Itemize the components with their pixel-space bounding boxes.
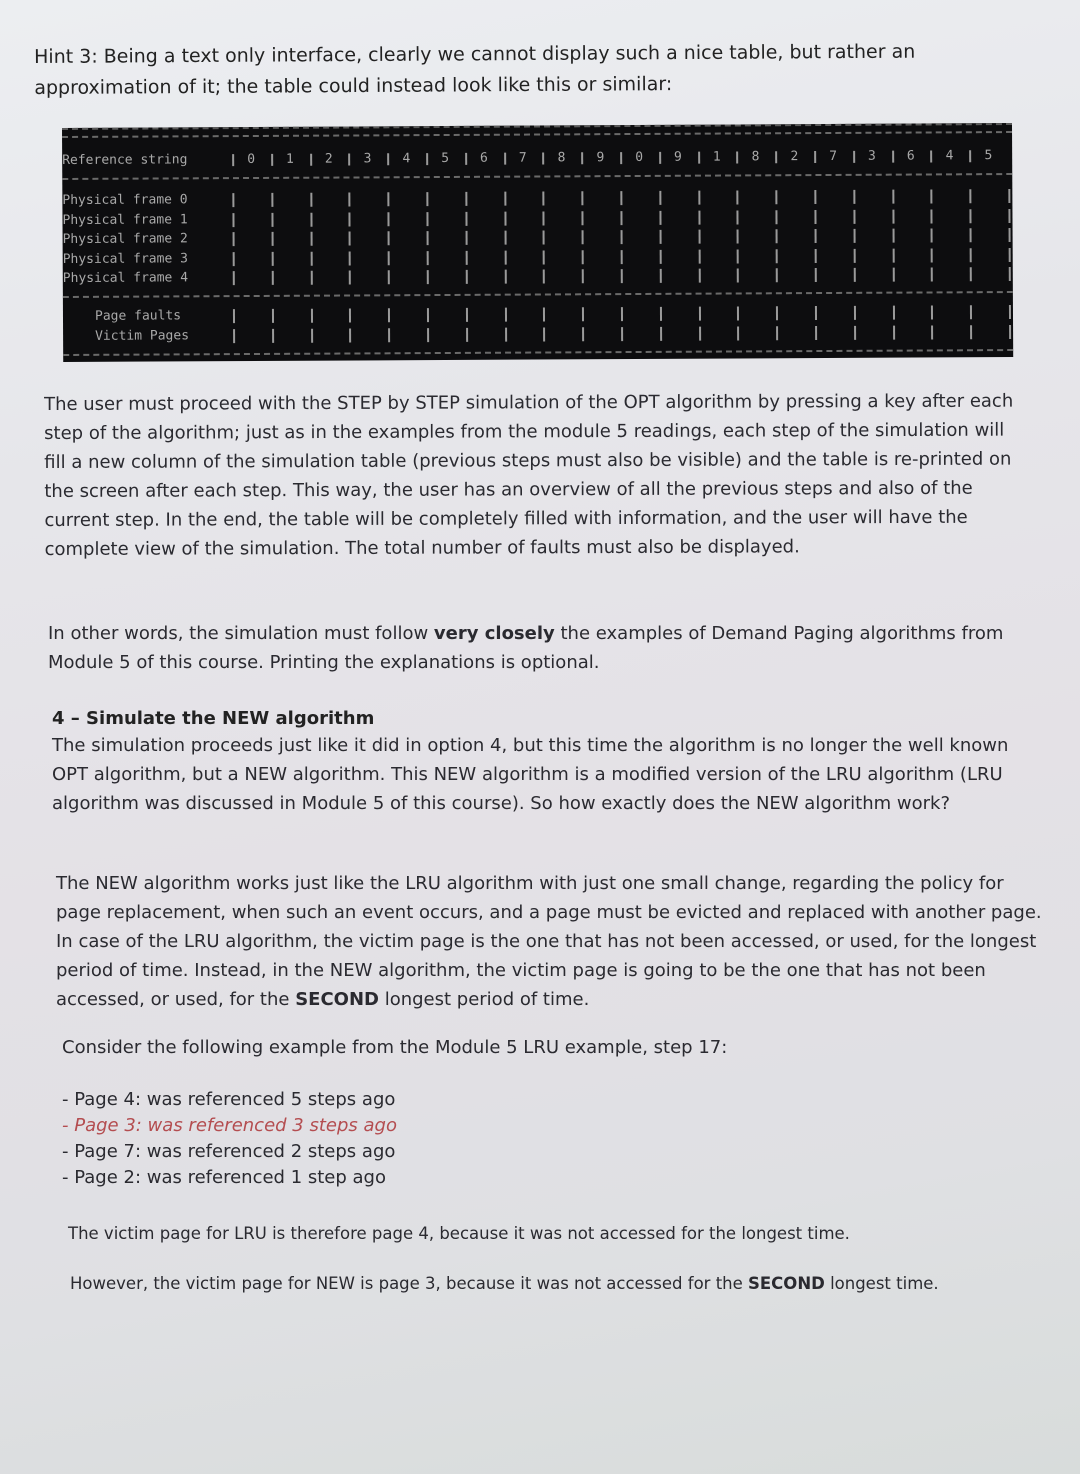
paragraph-new-algorithm-policy <box>56 869 1046 1014</box>
column-separator <box>698 230 700 244</box>
column-separator <box>388 308 390 322</box>
column-separator <box>854 326 856 340</box>
column-separator <box>814 190 816 204</box>
column-separator <box>621 250 623 264</box>
column-separator <box>893 306 895 320</box>
column-separator <box>272 271 274 285</box>
column-separator <box>310 232 312 246</box>
column-separator <box>543 250 545 264</box>
column-separator <box>931 209 933 223</box>
column-separator <box>582 191 584 205</box>
column-separator <box>737 249 739 263</box>
column-separator <box>582 327 584 341</box>
column-separator <box>776 190 778 204</box>
column-separator <box>970 209 972 223</box>
column-separator <box>232 193 234 207</box>
column-separator <box>815 326 817 340</box>
column-separator <box>970 248 972 262</box>
physical-frame-label: Physical frame 0 <box>62 192 188 208</box>
column-separator <box>853 209 855 223</box>
paragraph-new-algorithm-intro: The simulation proceeds just like it did in option 4, but this time the algorithm is no longer the well known OPT algorithm, but a NEW algorithm. This NEW algorithm is a modified version of the LRU algorithm (LRU algorithm was discussed in Module 5 of this course). So how exactly does the NEW algorithm work? <box>52 735 1009 814</box>
terminal-table-example <box>62 123 1013 362</box>
reference-value: 6 <box>480 150 488 166</box>
column-separator <box>776 306 778 320</box>
column-separator <box>310 212 312 226</box>
column-separator <box>931 228 933 242</box>
column-separator <box>737 190 739 204</box>
column-separator <box>349 251 351 265</box>
column-separator <box>621 327 623 341</box>
column-separator <box>582 230 584 244</box>
reference-value: 9 <box>596 150 605 166</box>
column-separator <box>815 268 817 282</box>
fault-label: Page faults <box>94 308 182 324</box>
column-separator <box>233 309 235 323</box>
emphasis-second: SECOND <box>295 989 379 1010</box>
column-separator <box>349 212 351 226</box>
column-separator <box>892 248 894 262</box>
column-separator <box>233 329 235 343</box>
column-separator <box>232 213 234 227</box>
list-item: - Page 2: was referenced 1 step ago <box>62 1167 386 1188</box>
column-separator <box>310 271 312 285</box>
column-separator <box>620 211 622 225</box>
reference-value: 2 <box>790 149 799 165</box>
column-separator <box>543 307 545 321</box>
reference-value: 7 <box>518 150 527 166</box>
column-separator <box>505 308 507 322</box>
frames-dashed-line <box>63 291 1013 298</box>
reference-value: 8 <box>557 150 566 166</box>
column-separator <box>1009 305 1011 319</box>
column-separator <box>349 231 351 245</box>
column-separator <box>1009 248 1011 262</box>
reference-value: 3 <box>363 151 372 167</box>
list-item: - Page 4: was referenced 5 steps ago <box>62 1089 396 1110</box>
column-separator <box>582 269 584 283</box>
column-separator <box>504 211 506 225</box>
column-separator <box>737 229 739 243</box>
column-separator <box>815 229 817 243</box>
physical-frame-label: Physical frame 1 <box>62 211 188 228</box>
column-separator <box>465 250 467 264</box>
column-separator <box>892 209 894 223</box>
reference-value: 8 <box>751 149 760 165</box>
column-separator <box>388 251 390 265</box>
column-separator <box>776 326 778 340</box>
list-item-highlighted: - Page 3: was referenced 3 steps ago <box>62 1115 397 1136</box>
paragraph-example-intro: Consider the following example from the Module 5 LRU example, step 17: <box>62 1037 728 1058</box>
column-separator <box>621 230 623 244</box>
column-separator <box>776 249 778 263</box>
column-separator <box>1009 267 1011 281</box>
paragraph-new-victim <box>70 1269 1060 1298</box>
reference-value: 3 <box>867 148 876 164</box>
reference-value: 4 <box>945 148 954 164</box>
text-segment: In other words, the simulation must follow <box>48 623 434 644</box>
column-separator <box>582 211 584 225</box>
physical-frame-label: Physical frame 2 <box>62 231 188 247</box>
column-separator <box>505 328 507 342</box>
column-separator <box>737 268 739 282</box>
reference-value: 0 <box>635 149 644 165</box>
reference-value: 7 <box>829 148 838 164</box>
text-segment: longest time. <box>824 1274 939 1293</box>
column-separator <box>776 268 778 282</box>
bottom-dashed-line <box>63 349 1013 356</box>
reference-value: 0 <box>247 151 256 168</box>
column-separator <box>699 307 701 321</box>
column-separator <box>931 305 933 319</box>
column-separator <box>543 211 545 225</box>
column-separator <box>1008 209 1010 223</box>
column-separator <box>349 270 351 284</box>
column-separator <box>1009 325 1011 339</box>
column-separator <box>388 270 390 284</box>
physical-frame-row <box>63 265 1013 288</box>
hint-paragraph: Hint 3: Being a text only interface, clearly we cannot display such a nice table, but rather an approximation of it; the table could instead look like this or similar: <box>34 40 916 99</box>
column-separator <box>1008 189 1010 203</box>
emphasis-second: SECOND <box>748 1274 825 1293</box>
reference-string-row <box>62 147 1012 170</box>
column-separator <box>970 189 972 203</box>
column-separator <box>272 329 274 343</box>
reference-value: 4 <box>402 151 411 167</box>
column-separator <box>310 193 312 207</box>
column-separator <box>388 192 390 206</box>
column-separator <box>737 326 739 340</box>
column-separator <box>659 210 661 224</box>
column-separator <box>466 328 468 342</box>
column-separator <box>776 210 778 224</box>
column-separator <box>660 269 662 283</box>
column-separator <box>233 271 235 285</box>
column-separator <box>272 309 274 323</box>
column-separator <box>698 191 700 205</box>
column-separator <box>621 269 623 283</box>
column-separator <box>931 267 933 281</box>
column-separator <box>853 190 855 204</box>
column-separator <box>427 328 429 342</box>
column-separator <box>427 308 429 322</box>
column-separator <box>970 325 972 339</box>
fault-row <box>63 303 1013 326</box>
text-segment: The NEW algorithm works just like the LRU algorithm with just one small change, regarding the policy for page replacement, when such an event occurs, and a page must be evicted and replaced with another page. In case of the LRU algorithm, the victim page is the one that has not been accessed, or used, for the longest period of time. Instead, in the NEW algorithm, the victim page is going to be the one that has not been accessed, or used, for the <box>56 873 1042 1010</box>
column-separator <box>466 308 468 322</box>
column-separator <box>737 306 739 320</box>
column-separator <box>582 250 584 264</box>
column-separator <box>271 251 273 265</box>
column-separator <box>543 269 545 283</box>
column-separator <box>853 229 855 243</box>
column-separator <box>310 251 312 265</box>
column-separator <box>233 232 235 246</box>
column-separator <box>931 189 933 203</box>
column-separator <box>543 230 545 244</box>
column-separator <box>659 191 661 205</box>
column-separator <box>699 327 701 341</box>
column-separator <box>465 231 467 245</box>
column-separator <box>698 269 700 283</box>
column-separator <box>931 248 933 262</box>
column-separator <box>620 191 622 205</box>
column-separator <box>311 329 313 343</box>
column-separator <box>311 309 313 323</box>
column-separator <box>388 231 390 245</box>
column-separator <box>388 212 390 226</box>
column-separator <box>892 268 894 282</box>
column-separator <box>815 249 817 263</box>
column-separator <box>465 192 467 206</box>
column-separator <box>426 192 428 206</box>
column-separator <box>426 212 428 226</box>
reference-value: 9 <box>673 149 682 165</box>
column-separator <box>660 307 662 321</box>
reference-string-label: Reference string <box>62 152 188 168</box>
text-segment: longest period of time. <box>378 989 590 1010</box>
column-separator <box>970 305 972 319</box>
column-separator <box>892 190 894 204</box>
column-separator <box>853 248 855 262</box>
column-separator <box>427 231 429 245</box>
column-separator <box>427 270 429 284</box>
fault-label: Victim Pages <box>95 328 190 344</box>
column-separator <box>388 328 390 342</box>
column-separator <box>815 306 817 320</box>
column-separator <box>970 228 972 242</box>
column-separator <box>659 249 661 263</box>
header-dashed-line <box>62 173 1012 180</box>
column-separator <box>893 326 895 340</box>
column-separator <box>349 308 351 322</box>
column-separator <box>465 211 467 225</box>
column-separator <box>271 212 273 226</box>
column-separator <box>233 252 235 266</box>
column-separator <box>931 325 933 339</box>
reference-value: 5 <box>441 150 450 167</box>
top-dashed-line <box>62 131 1012 138</box>
column-separator <box>814 210 816 224</box>
paragraph-step-simulation: The user must proceed with the STEP by STEP simulation of the OPT algorithm by pressing a key after each step of the algorithm; just as in the examples from the module 5 readings, each step of the simulation will fill a new column of the simulation table (previous steps must also be visible) and the table is re-printed on the screen after each step. This way, the user has an overview of all the previous steps and also of the current step. In the end, the table will be completely filled with information, and the user will have the complete view of the simulation. The total number of faults must also be displayed. <box>44 390 1014 560</box>
column-separator <box>504 250 506 264</box>
column-separator <box>776 229 778 243</box>
page-reference-list <box>62 1087 397 1191</box>
column-separator <box>854 268 856 282</box>
fault-row <box>63 323 1013 346</box>
column-separator <box>543 327 545 341</box>
column-separator <box>737 210 739 224</box>
column-separator <box>466 270 468 284</box>
section-title: 4 – Simulate the NEW algorithm <box>52 708 375 729</box>
column-separator <box>271 193 273 207</box>
paragraph-other-words <box>48 619 1038 677</box>
text-segment: the examples of Demand Paging algorithms from Module 5 of this course. Printing the explanations is optional. <box>48 623 1004 673</box>
column-separator <box>698 249 700 263</box>
column-separator <box>504 192 506 206</box>
reference-value: 6 <box>906 148 915 164</box>
text-segment: However, the victim page for NEW is page 3, because it was not accessed for the <box>70 1274 749 1293</box>
reference-value: 1 <box>712 149 721 165</box>
column-separator <box>659 230 661 244</box>
column-separator <box>504 231 506 245</box>
reference-value: 5 <box>984 148 993 164</box>
column-separator <box>892 229 894 243</box>
list-item: - Page 7: was referenced 2 steps ago <box>62 1141 396 1162</box>
column-separator <box>427 251 429 265</box>
reference-value: 1 <box>286 151 294 167</box>
column-separator <box>854 306 856 320</box>
column-separator <box>970 267 972 281</box>
column-separator <box>582 307 584 321</box>
column-separator <box>504 270 506 284</box>
physical-frame-label: Physical frame 4 <box>62 270 189 286</box>
column-separator <box>698 210 700 224</box>
paragraph-lru-victim: The victim page for LRU is therefore page 4, because it was not accessed for the longest time. <box>68 1224 850 1243</box>
column-separator <box>1009 228 1011 242</box>
column-separator <box>271 232 273 246</box>
column-separator <box>621 307 623 321</box>
physical-frame-label: Physical frame 3 <box>62 250 188 267</box>
column-separator <box>660 327 662 341</box>
emphasis-very-closely: very closely <box>433 623 555 644</box>
column-separator <box>349 328 351 342</box>
column-separator <box>349 192 351 206</box>
column-separator <box>543 191 545 205</box>
reference-value: 2 <box>324 151 333 167</box>
